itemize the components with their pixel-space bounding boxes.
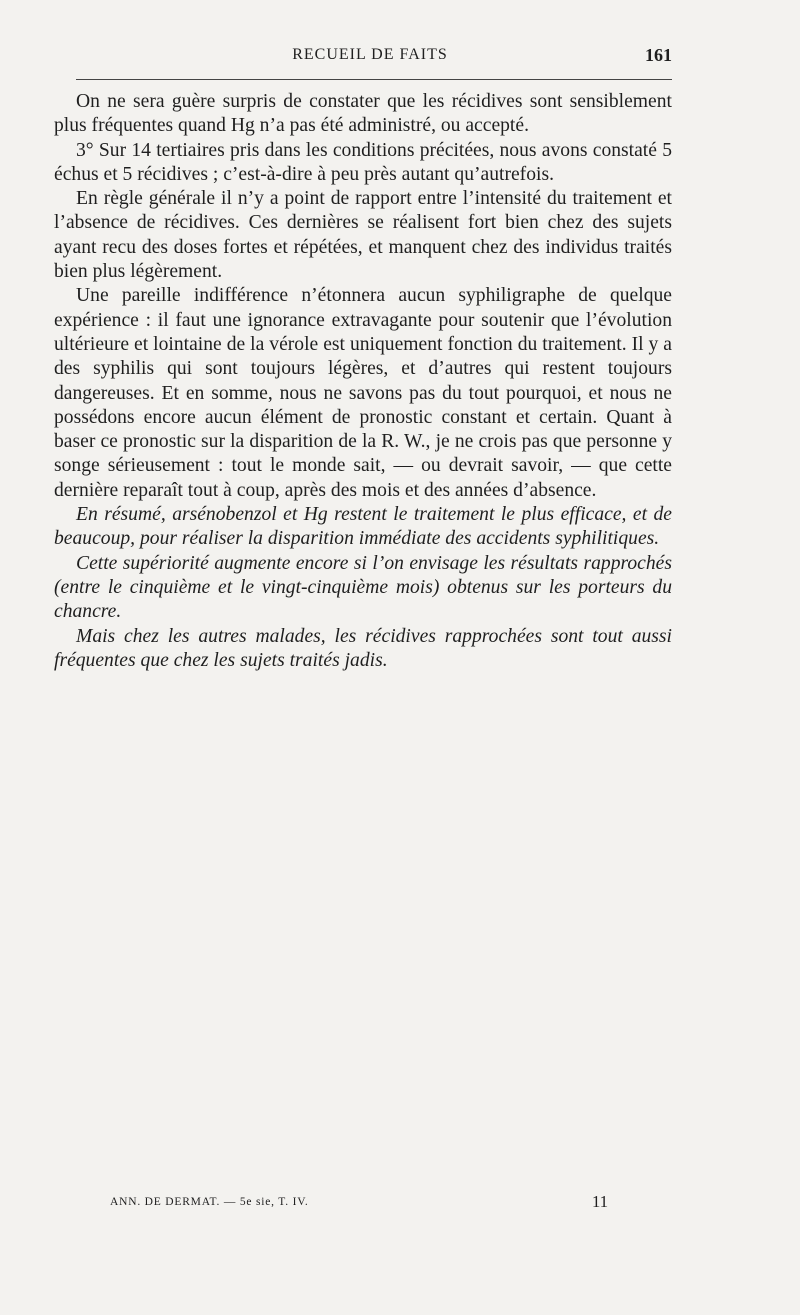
- header-rule: [76, 79, 672, 80]
- paragraph-autres-malades: Mais chez les autres malades, les récidives rapprochées sont tout aussi fréquentes que chez les sujets traités jadis.: [54, 625, 672, 671]
- paragraph-superiorite: Cette supériorité augmente encore si l’on envisage les résultats rapprochés (entre le cinquième et le vingt-cinquième mois) obtenus sur les porteurs du chancre.: [54, 552, 672, 623]
- signature-mark: 11: [591, 1192, 609, 1211]
- paragraph-tertiaires: 3° Sur 14 tertiaires pris dans les conditions précitées, nous avons constaté 5 échus et 5 récidives ; c’est-à-dire à peu près autant qu’autrefois.: [54, 139, 672, 185]
- paragraph-regle-generale: En règle générale il n’y a point de rapport entre l’intensité du traitement et l’absence de récidives. Ces dernières se réalisent fort bien chez des sujets ayant recu des doses fortes et répétées, et manquent chez des individus traités bien plus légèrement.: [54, 188, 672, 283]
- paragraph-indifference: Une pareille indifférence n’étonnera aucun syphiligraphe de quelque expérience : il faut une ignorance extravagante pour soutenir que l’évolution ultérieure et lointaine de la vérole est uniquement fonction du traitement. Il y a des syphilis qui sont toujours légères, et d’autres qui restent toujours dangereuses. Et en somme, nous ne savons pas du tout pourquoi, et nous ne possédons encore aucun élément de pronostic constant et certain. Quant à baser ce pronostic sur la disparition de la R. W., je ne crois pas que personne y songe sérieusement : tout le monde sait, — ou devrait savoir, — que cette dernière reparaît tout à coup, après des mois et des années d’absence.: [54, 285, 672, 501]
- running-title: RECUEIL DE FAITS: [292, 46, 448, 63]
- paragraph-recidives-frequency: On ne sera guère surpris de constater que les récidives sont sensiblement plus fréquentes quand Hg n’a pas été administré, ou accepté.: [54, 91, 672, 137]
- page-footer: [0, 1190, 800, 1220]
- page-header: [0, 44, 800, 74]
- body-text: [54, 90, 672, 673]
- paragraph-resume: En résumé, arsénobenzol et Hg restent le traitement le plus efficace, et de beaucoup, pour réaliser la disparition immédiate des accidents syphilitiques.: [54, 504, 672, 550]
- journal-reference: ANN. DE DERMAT. — 5e sie, T. IV.: [110, 1196, 309, 1208]
- page-number: 161: [645, 45, 672, 65]
